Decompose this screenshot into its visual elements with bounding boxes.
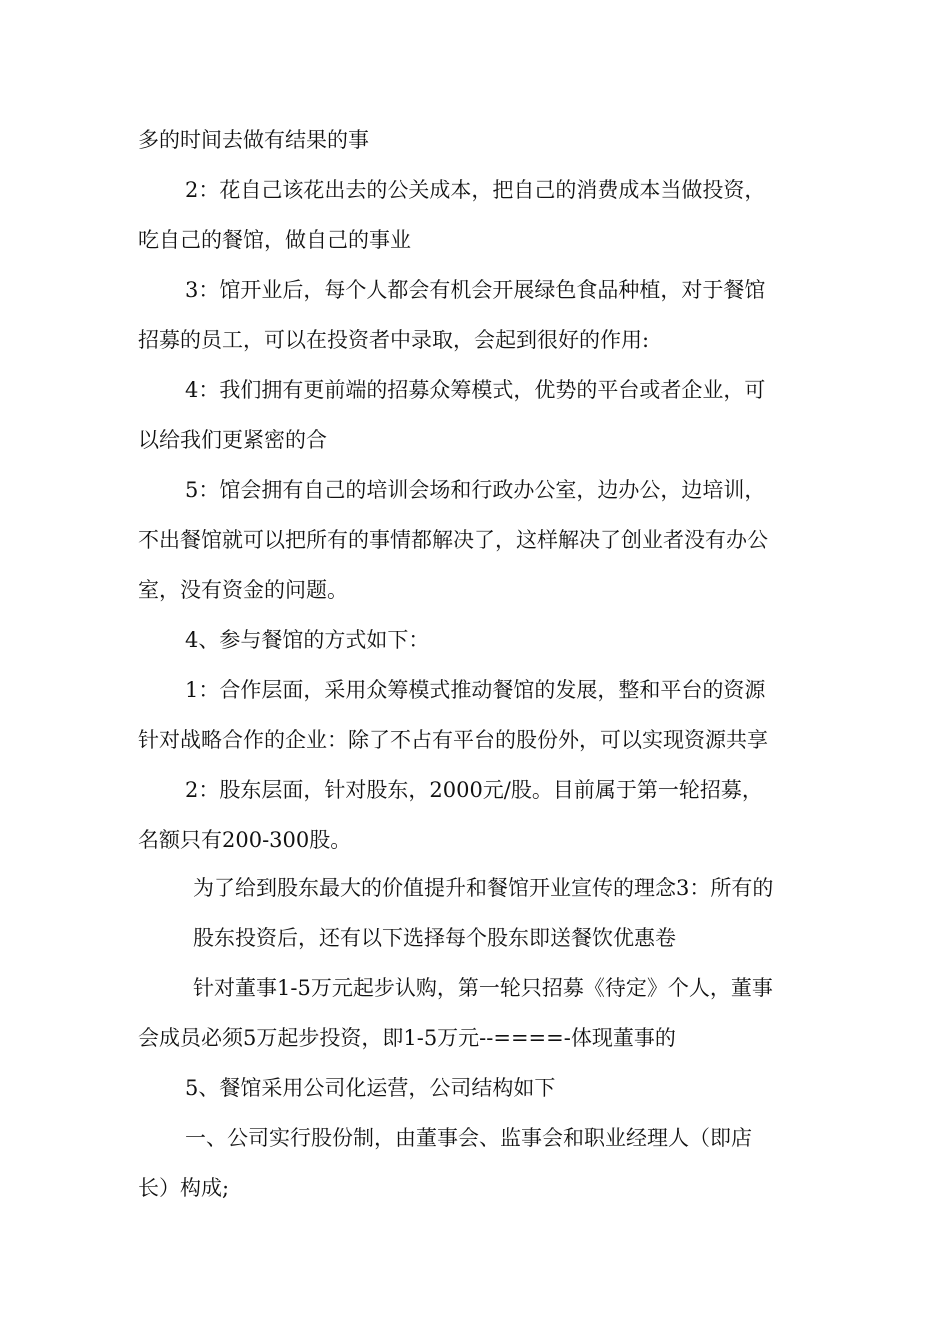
text-line: 2：花自己该花出去的公关成本，把自己的消费成本当做投资， [185, 178, 766, 202]
text-line: 2：股东层面，针对股东，2000元/股。目前属于第一轮招募， [185, 778, 763, 802]
text-line: 以给我们更紧密的合 [138, 428, 327, 452]
text-line: 5：馆会拥有自己的培训会场和行政办公室，边办公，边培训， [185, 478, 766, 502]
text-line: 为了给到股东最大的价值提升和餐馆开业宣传的理念3：所有的 [193, 876, 774, 900]
text-line: 招募的员工，可以在投资者中录取，会起到很好的作用: [138, 328, 650, 352]
text-line: 长）构成; [138, 1176, 230, 1200]
text-line: 针对董事1-5万元起步认购，第一轮只招募《待定》个人，董事 [193, 976, 773, 1000]
text-line: 室，没有资金的问题。 [138, 578, 348, 602]
text-line: 4：我们拥有更前端的招募众筹模式，优势的平台或者企业，可 [185, 378, 766, 402]
text-line: 多的时间去做有结果的事 [138, 128, 369, 152]
section-heading: 5、餐馆采用公司化运营，公司结构如下 [185, 1076, 556, 1100]
section-heading: 4、参与餐馆的方式如下： [185, 628, 430, 652]
text-line: 股东投资后，还有以下选择每个股东即送餐饮优惠卷 [193, 926, 676, 950]
text-line: 3：馆开业后，每个人都会有机会开展绿色食品种植，对于餐馆 [185, 278, 766, 302]
text-line: 不出餐馆就可以把所有的事情都解决了，这样解决了创业者没有办公 [138, 528, 768, 552]
text-line: 1：合作层面，采用众筹模式推动餐馆的发展，整和平台的资源 [185, 678, 766, 702]
text-line: 针对战略合作的企业：除了不占有平台的股份外，可以实现资源共享 [138, 728, 768, 752]
text-line: 一、公司实行股份制，由董事会、监事会和职业经理人（即店 [185, 1126, 752, 1150]
text-line: 会成员必须5万起步投资，即1-5万元--====-体现董事的 [138, 1026, 676, 1050]
text-line: 名额只有200-300股。 [138, 828, 352, 852]
text-line: 吃自己的餐馆，做自己的事业 [138, 228, 411, 252]
